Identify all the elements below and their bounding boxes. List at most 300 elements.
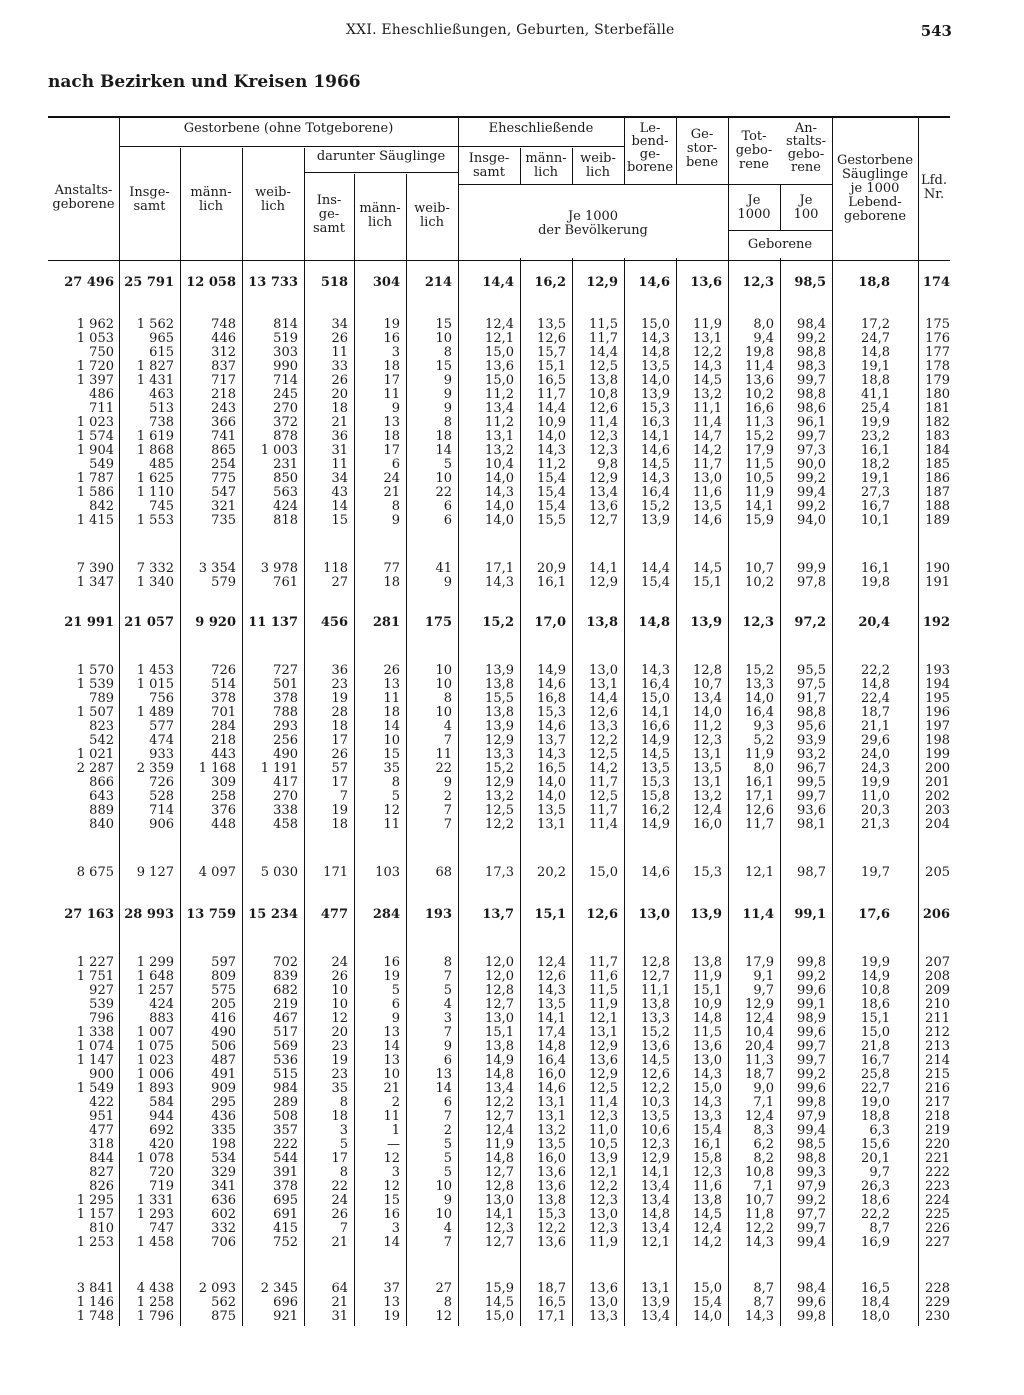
cell-lfd-nr: 187 [925,485,950,500]
cell-anstaltsgeborene-pct: 97,9 [797,1109,826,1124]
cell-lfd-nr: 176 [925,331,950,346]
cell-eheschl-maennlich: 12,2 [537,1221,566,1236]
cell-gestorbene-weiblich: 372 [273,415,298,430]
cell-saeuglinge-maennlich: 13 [383,1053,400,1068]
cell-lebendgeborene: 12,6 [641,1067,670,1082]
cell-lfd-nr: 218 [925,1109,950,1124]
cell-anstaltsgeborene: 840 [89,817,114,832]
cell-anstaltsgeborene: 1 347 [76,575,114,590]
cell-gestorbene-insgesamt: 1 431 [136,373,174,388]
cell-lebendgeborene: 15,3 [641,775,670,790]
cell-eheschl-maennlich: 15,1 [534,907,566,922]
cell-gestorbene-maennlich: 416 [211,1011,236,1026]
cell-gestorbene-maennlich: 602 [211,1207,236,1222]
cell-gestorbene-insgesamt: 7 332 [136,561,174,576]
cell-lfd-nr: 201 [925,775,950,790]
cell-gestorbene-insgesamt: 1 340 [136,575,174,590]
cell-saeuglinge-rate: 18,2 [861,457,890,472]
cell-lfd-nr: 197 [925,719,950,734]
cell-totgeborene: 15,2 [745,663,774,678]
cell-anstaltsgeborene: 2 287 [76,761,114,776]
cell-anstaltsgeborene: 1 751 [76,969,114,984]
cell-lebendgeborene: 13,9 [641,387,670,402]
cell-anstaltsgeborene-pct: 99,7 [797,429,826,444]
hdr-e-insgesamt: Insge- samt [468,151,510,180]
cell-saeuglinge-maennlich: 16 [383,331,400,346]
cell-gestorbene-maennlich: 295 [211,1095,236,1110]
cell-saeuglinge-maennlich: 18 [383,359,400,374]
cell-totgeborene: 11,9 [745,747,774,762]
cell-lebendgeborene: 13,8 [641,997,670,1012]
cell-eheschl-insgesamt: 12,7 [485,997,514,1012]
cell-gestorbene-weiblich: 490 [273,747,298,762]
cell-lebendgeborene: 13,0 [638,907,670,922]
table-row [48,984,950,998]
cell-eheschl-maennlich: 14,4 [537,401,566,416]
cell-lfd-nr: 175 [925,317,950,332]
cell-gestorbene-weiblich: 3 978 [260,561,298,576]
cell-saeuglinge-insgesamt: 19 [331,1053,348,1068]
cell-saeuglinge-weiblich: 18 [435,429,452,444]
cell-gestorbene-insgesamt: 474 [149,733,174,748]
cell-gestorbene-maennlich: 547 [211,485,236,500]
cell-lebendgeborene: 12,9 [641,1151,670,1166]
cell-saeuglinge-insgesamt: 8 [339,1095,348,1110]
table-row [48,1296,950,1310]
cell-totgeborene: 12,4 [745,1011,774,1026]
cell-totgeborene: 12,3 [742,615,774,630]
cell-gestorbene-insgesamt: 513 [149,401,174,416]
cell-anstaltsgeborene: 8 675 [76,865,114,880]
cell-gestorbene-rate: 15,3 [693,865,722,880]
cell-anstaltsgeborene-pct: 97,3 [797,443,826,458]
cell-gestorbene-rate: 12,3 [693,733,722,748]
cell-saeuglinge-rate: 14,9 [861,969,890,984]
cell-eheschl-weiblich: 12,5 [589,747,618,762]
cell-saeuglinge-maennlich: 10 [383,733,400,748]
cell-saeuglinge-weiblich: 214 [424,275,452,290]
table-row [48,616,950,630]
cell-gestorbene-maennlich: 809 [211,969,236,984]
cell-saeuglinge-insgesamt: 18 [331,817,348,832]
cell-eheschl-maennlich: 16,5 [537,1295,566,1310]
cell-gestorbene-weiblich: 515 [273,1067,298,1082]
cell-anstaltsgeborene: 542 [89,733,114,748]
cell-gestorbene-insgesamt: 424 [149,997,174,1012]
cell-saeuglinge-rate: 11,0 [861,789,890,804]
cell-gestorbene-maennlich: 378 [211,691,236,706]
cell-eheschl-weiblich: 12,3 [589,1109,618,1124]
table-row [48,472,950,486]
cell-saeuglinge-maennlich: 8 [391,775,400,790]
cell-anstaltsgeborene-pct: 99,7 [797,1221,826,1236]
cell-eheschl-insgesamt: 14,0 [485,513,514,528]
cell-gestorbene-insgesamt: 528 [149,789,174,804]
cell-eheschl-insgesamt: 13,4 [485,401,514,416]
cell-anstaltsgeborene-pct: 99,8 [797,1095,826,1110]
cell-lebendgeborene: 13,5 [641,761,670,776]
cell-eheschl-insgesamt: 11,9 [485,1137,514,1152]
hdr-darunter-saeuglinge: darunter Säuglinge [316,149,446,164]
cell-saeuglinge-maennlich: 103 [375,865,400,880]
cell-saeuglinge-insgesamt: 18 [331,719,348,734]
cell-anstaltsgeborene: 1 338 [76,1025,114,1040]
cell-eheschl-maennlich: 13,8 [537,1193,566,1208]
cell-gestorbene-insgesamt: 692 [149,1123,174,1138]
cell-anstaltsgeborene-pct: 97,5 [797,677,826,692]
page-number: 543 [920,22,952,40]
hdr-e-maennlich: männ- lich [525,151,567,180]
cell-saeuglinge-rate: 29,6 [861,733,890,748]
cell-anstaltsgeborene: 1 539 [76,677,114,692]
cell-saeuglinge-insgesamt: 3 [339,1123,348,1138]
table-row [48,1310,950,1324]
cell-saeuglinge-rate: 16,9 [861,1235,890,1250]
cell-anstaltsgeborene-pct: 99,1 [797,997,826,1012]
cell-gestorbene-rate: 14,3 [693,1095,722,1110]
cell-eheschl-maennlich: 20,9 [537,561,566,576]
cell-eheschl-weiblich: 14,4 [589,345,618,360]
cell-gestorbene-insgesamt: 1 893 [136,1081,174,1096]
cell-gestorbene-rate: 13,5 [693,761,722,776]
cell-saeuglinge-insgesamt: 7 [339,789,348,804]
table-row [48,998,950,1012]
cell-gestorbene-maennlich: 562 [211,1295,236,1310]
cell-gestorbene-maennlich: 3 354 [198,561,236,576]
cell-gestorbene-maennlich: 506 [211,1039,236,1054]
cell-gestorbene-insgesamt: 1 258 [136,1295,174,1310]
cell-saeuglinge-weiblich: 8 [443,691,452,706]
cell-anstaltsgeborene-pct: 99,2 [797,1193,826,1208]
cell-gestorbene-weiblich: 222 [273,1137,298,1152]
cell-eheschl-weiblich: 11,4 [589,1095,618,1110]
cell-anstaltsgeborene: 1 507 [76,705,114,720]
cell-anstaltsgeborene-pct: 98,5 [794,275,826,290]
cell-totgeborene: 20,4 [745,1039,774,1054]
cell-gestorbene-insgesamt: 4 438 [136,1281,174,1296]
cell-saeuglinge-insgesamt: 64 [331,1281,348,1296]
cell-gestorbene-maennlich: 1 168 [198,761,236,776]
cell-saeuglinge-weiblich: 7 [443,1109,452,1124]
cell-eheschl-maennlich: 14,6 [537,677,566,692]
cell-anstaltsgeborene: 711 [89,401,114,416]
cell-eheschl-weiblich: 12,2 [589,1179,618,1194]
cell-saeuglinge-rate: 19,0 [861,1095,890,1110]
cell-saeuglinge-weiblich: 7 [443,803,452,818]
cell-gestorbene-maennlich: 748 [211,317,236,332]
cell-lebendgeborene: 13,5 [641,1109,670,1124]
cell-saeuglinge-maennlich: 24 [383,471,400,486]
table-row [48,762,950,776]
cell-saeuglinge-rate: 16,1 [861,443,890,458]
cell-saeuglinge-rate: 21,8 [861,1039,890,1054]
cell-lfd-nr: 207 [925,955,950,970]
cell-anstaltsgeborene: 477 [89,1123,114,1138]
cell-totgeborene: 11,4 [742,907,774,922]
cell-saeuglinge-weiblich: 9 [443,373,452,388]
cell-anstaltsgeborene-pct: 98,3 [797,359,826,374]
cell-lfd-nr: 185 [925,457,950,472]
cell-eheschl-maennlich: 14,1 [537,1011,566,1026]
cell-eheschl-weiblich: 10,5 [589,1137,618,1152]
cell-eheschl-insgesamt: 15,0 [485,345,514,360]
cell-eheschl-maennlich: 14,3 [537,747,566,762]
cell-saeuglinge-insgesamt: 10 [331,997,348,1012]
cell-saeuglinge-maennlich: 11 [383,691,400,706]
cell-eheschl-insgesamt: 12,1 [485,331,514,346]
cell-lebendgeborene: 13,4 [641,1309,670,1324]
cell-saeuglinge-maennlich: 17 [383,443,400,458]
cell-gestorbene-rate: 14,5 [693,373,722,388]
cell-saeuglinge-weiblich: 14 [435,443,452,458]
cell-gestorbene-maennlich: 205 [211,997,236,1012]
cell-lebendgeborene: 14,6 [641,443,670,458]
cell-saeuglinge-weiblich: 8 [443,345,452,360]
cell-gestorbene-insgesamt: 944 [149,1109,174,1124]
cell-saeuglinge-maennlich: 2 [391,1095,400,1110]
cell-gestorbene-maennlich: 446 [211,331,236,346]
cell-anstaltsgeborene-pct: 98,7 [797,865,826,880]
cell-eheschl-weiblich: 12,3 [589,1193,618,1208]
cell-eheschl-weiblich: 13,4 [589,485,618,500]
cell-lebendgeborene: 14,6 [641,865,670,880]
cell-eheschl-insgesamt: 14,3 [485,575,514,590]
cell-saeuglinge-insgesamt: 23 [331,1039,348,1054]
cell-saeuglinge-weiblich: 3 [443,1011,452,1026]
table-row [48,576,950,590]
cell-gestorbene-maennlich: 332 [211,1221,236,1236]
cell-eheschl-maennlich: 10,9 [537,415,566,430]
cell-anstaltsgeborene-pct: 99,7 [797,789,826,804]
cell-anstaltsgeborene: 1 748 [76,1309,114,1324]
cell-saeuglinge-maennlich: 77 [383,561,400,576]
cell-saeuglinge-insgesamt: 12 [331,1011,348,1026]
cell-lebendgeborene: 14,5 [641,457,670,472]
cell-saeuglinge-weiblich: 9 [443,1193,452,1208]
cell-lfd-nr: 202 [925,789,950,804]
cell-lfd-nr: 198 [925,733,950,748]
cell-eheschl-weiblich: 13,8 [589,373,618,388]
cell-saeuglinge-weiblich: 5 [443,1137,452,1152]
cell-gestorbene-insgesamt: 1 458 [136,1235,174,1250]
cell-anstaltsgeborene: 900 [89,1067,114,1082]
cell-lebendgeborene: 13,4 [641,1221,670,1236]
cell-totgeborene: 12,3 [742,275,774,290]
cell-eheschl-insgesamt: 13,0 [485,1193,514,1208]
cell-anstaltsgeborene: 422 [89,1095,114,1110]
cell-anstaltsgeborene-pct: 99,5 [797,775,826,790]
cell-gestorbene-weiblich: 415 [273,1221,298,1236]
cell-lfd-nr: 230 [925,1309,950,1324]
cell-anstaltsgeborene: 889 [89,803,114,818]
cell-totgeborene: 12,4 [745,1109,774,1124]
table-row [48,748,950,762]
cell-eheschl-weiblich: 12,3 [589,429,618,444]
cell-eheschl-weiblich: 12,5 [589,789,618,804]
cell-saeuglinge-rate: 17,2 [861,317,890,332]
cell-eheschl-maennlich: 14,0 [537,429,566,444]
table-subtitle: nach Bezirken und Kreisen 1966 [48,72,361,92]
cell-anstaltsgeborene-pct: 99,6 [797,1295,826,1310]
table-row [48,1282,950,1296]
cell-saeuglinge-maennlich: 304 [372,275,400,290]
cell-lebendgeborene: 15,4 [641,575,670,590]
cell-gestorbene-insgesamt: 577 [149,719,174,734]
cell-saeuglinge-insgesamt: 26 [331,373,348,388]
cell-eheschl-weiblich: 11,4 [589,415,618,430]
cell-saeuglinge-insgesamt: 518 [320,275,348,290]
cell-gestorbene-rate: 14,0 [693,1309,722,1324]
cell-totgeborene: 7,1 [753,1179,774,1194]
cell-saeuglinge-rate: 19,9 [861,955,890,970]
cell-gestorbene-insgesamt: 1 299 [136,955,174,970]
cell-lebendgeborene: 13,6 [641,1039,670,1054]
cell-saeuglinge-insgesamt: 20 [331,387,348,402]
cell-eheschl-insgesamt: 12,8 [485,1179,514,1194]
cell-gestorbene-weiblich: 788 [273,705,298,720]
cell-eheschl-maennlich: 15,4 [537,499,566,514]
cell-eheschl-insgesamt: 14,0 [485,471,514,486]
cell-saeuglinge-weiblich: 7 [443,1235,452,1250]
cell-gestorbene-rate: 13,9 [690,907,722,922]
cell-gestorbene-rate: 11,5 [693,1025,722,1040]
cell-lebendgeborene: 14,9 [641,817,670,832]
cell-lfd-nr: 221 [925,1151,950,1166]
cell-eheschl-weiblich: 13,0 [589,663,618,678]
cell-gestorbene-insgesamt: 584 [149,1095,174,1110]
cell-lebendgeborene: 14,1 [641,1165,670,1180]
cell-gestorbene-weiblich: 536 [273,1053,298,1068]
cell-gestorbene-weiblich: 357 [273,1123,298,1138]
cell-lfd-nr: 196 [925,705,950,720]
cell-gestorbene-maennlich: 254 [211,457,236,472]
cell-saeuglinge-maennlich: 12 [383,1151,400,1166]
table-row [48,1026,950,1040]
cell-gestorbene-weiblich: 814 [273,317,298,332]
cell-gestorbene-rate: 13,1 [693,775,722,790]
cell-eheschl-maennlich: 16,4 [537,1053,566,1068]
cell-eheschl-insgesamt: 17,3 [485,865,514,880]
cell-gestorbene-rate: 13,8 [693,1193,722,1208]
cell-totgeborene: 12,6 [745,803,774,818]
cell-gestorbene-rate: 14,8 [693,1011,722,1026]
cell-saeuglinge-rate: 10,1 [861,513,890,528]
cell-anstaltsgeborene-pct: 97,9 [797,1179,826,1194]
cell-gestorbene-maennlich: 909 [211,1081,236,1096]
cell-anstaltsgeborene: 1 549 [76,1081,114,1096]
cell-saeuglinge-weiblich: 10 [435,1179,452,1194]
cell-anstaltsgeborene: 866 [89,775,114,790]
cell-lebendgeborene: 14,8 [641,345,670,360]
cell-eheschl-maennlich: 17,4 [537,1025,566,1040]
cell-saeuglinge-insgesamt: 19 [331,691,348,706]
cell-totgeborene: 10,4 [745,1025,774,1040]
cell-gestorbene-insgesamt: 1 453 [136,663,174,678]
cell-gestorbene-weiblich: 256 [273,733,298,748]
cell-anstaltsgeborene-pct: 98,8 [797,705,826,720]
cell-gestorbene-insgesamt: 1 562 [136,317,174,332]
cell-saeuglinge-maennlich: 14 [383,719,400,734]
cell-totgeborene: 11,5 [745,457,774,472]
cell-gestorbene-maennlich: 875 [211,1309,236,1324]
cell-eheschl-maennlich: 13,6 [537,1235,566,1250]
cell-saeuglinge-insgesamt: 14 [331,499,348,514]
table-row [48,1208,950,1222]
cell-gestorbene-weiblich: 501 [273,677,298,692]
cell-saeuglinge-insgesamt: 36 [331,429,348,444]
cell-gestorbene-rate: 13,6 [690,275,722,290]
cell-eheschl-weiblich: 13,0 [589,1295,618,1310]
cell-lebendgeborene: 10,3 [641,1095,670,1110]
hdr-weiblich: weib- lich [255,185,291,214]
cell-eheschl-maennlich: 13,7 [537,733,566,748]
cell-saeuglinge-maennlich: 35 [383,761,400,776]
cell-gestorbene-insgesamt: 28 993 [124,907,174,922]
cell-gestorbene-weiblich: 245 [273,387,298,402]
cell-anstaltsgeborene: 1 787 [76,471,114,486]
table-row [48,664,950,678]
cell-anstaltsgeborene: 27 163 [64,907,114,922]
cell-gestorbene-weiblich: 424 [273,499,298,514]
cell-eheschl-maennlich: 17,1 [537,1309,566,1324]
cell-eheschl-weiblich: 12,1 [589,1011,618,1026]
cell-lfd-nr: 209 [925,983,950,998]
cell-eheschl-maennlich: 13,6 [537,1165,566,1180]
cell-gestorbene-weiblich: 850 [273,471,298,486]
cell-anstaltsgeborene: 827 [89,1165,114,1180]
cell-saeuglinge-rate: 15,0 [861,1025,890,1040]
cell-saeuglinge-rate: 10,8 [861,983,890,998]
cell-gestorbene-rate: 14,3 [693,1067,722,1082]
table-row [48,416,950,430]
cell-eheschl-insgesamt: 12,2 [485,1095,514,1110]
cell-gestorbene-maennlich: 9 920 [195,615,236,630]
cell-anstaltsgeborene-pct: 97,8 [797,575,826,590]
cell-lfd-nr: 182 [925,415,950,430]
hdr-geborene: Geborene [747,237,813,252]
cell-lfd-nr: 192 [922,615,950,630]
cell-saeuglinge-insgesamt: 10 [331,983,348,998]
cell-saeuglinge-weiblich: 14 [435,1081,452,1096]
cell-totgeborene: 14,3 [745,1235,774,1250]
cell-saeuglinge-maennlich: 13 [383,415,400,430]
cell-saeuglinge-rate: 22,7 [861,1081,890,1096]
cell-eheschl-weiblich: 12,6 [589,401,618,416]
cell-gestorbene-weiblich: 15 234 [248,907,298,922]
cell-totgeborene: 18,7 [745,1067,774,1082]
cell-eheschl-insgesamt: 12,9 [485,775,514,790]
cell-totgeborene: 6,2 [753,1137,774,1152]
cell-saeuglinge-weiblich: 2 [443,789,452,804]
cell-gestorbene-insgesamt: 738 [149,415,174,430]
cell-eheschl-insgesamt: 14,1 [485,1207,514,1222]
cell-gestorbene-rate: 11,7 [693,457,722,472]
cell-saeuglinge-weiblich: 15 [435,317,452,332]
cell-gestorbene-maennlich: 448 [211,817,236,832]
hdr-anstaltsgeborene: Anstalts- geborene [52,183,115,212]
cell-gestorbene-maennlich: 329 [211,1165,236,1180]
cell-eheschl-insgesamt: 13,1 [485,429,514,444]
cell-gestorbene-maennlich: 258 [211,789,236,804]
cell-eheschl-maennlich: 15,4 [537,471,566,486]
table-row [48,1054,950,1068]
cell-totgeborene: 12,1 [745,865,774,880]
cell-eheschl-weiblich: 12,3 [589,1221,618,1236]
cell-gestorbene-weiblich: 508 [273,1109,298,1124]
cell-anstaltsgeborene: 789 [89,691,114,706]
cell-lfd-nr: 222 [925,1165,950,1180]
cell-saeuglinge-rate: 19,7 [861,865,890,880]
